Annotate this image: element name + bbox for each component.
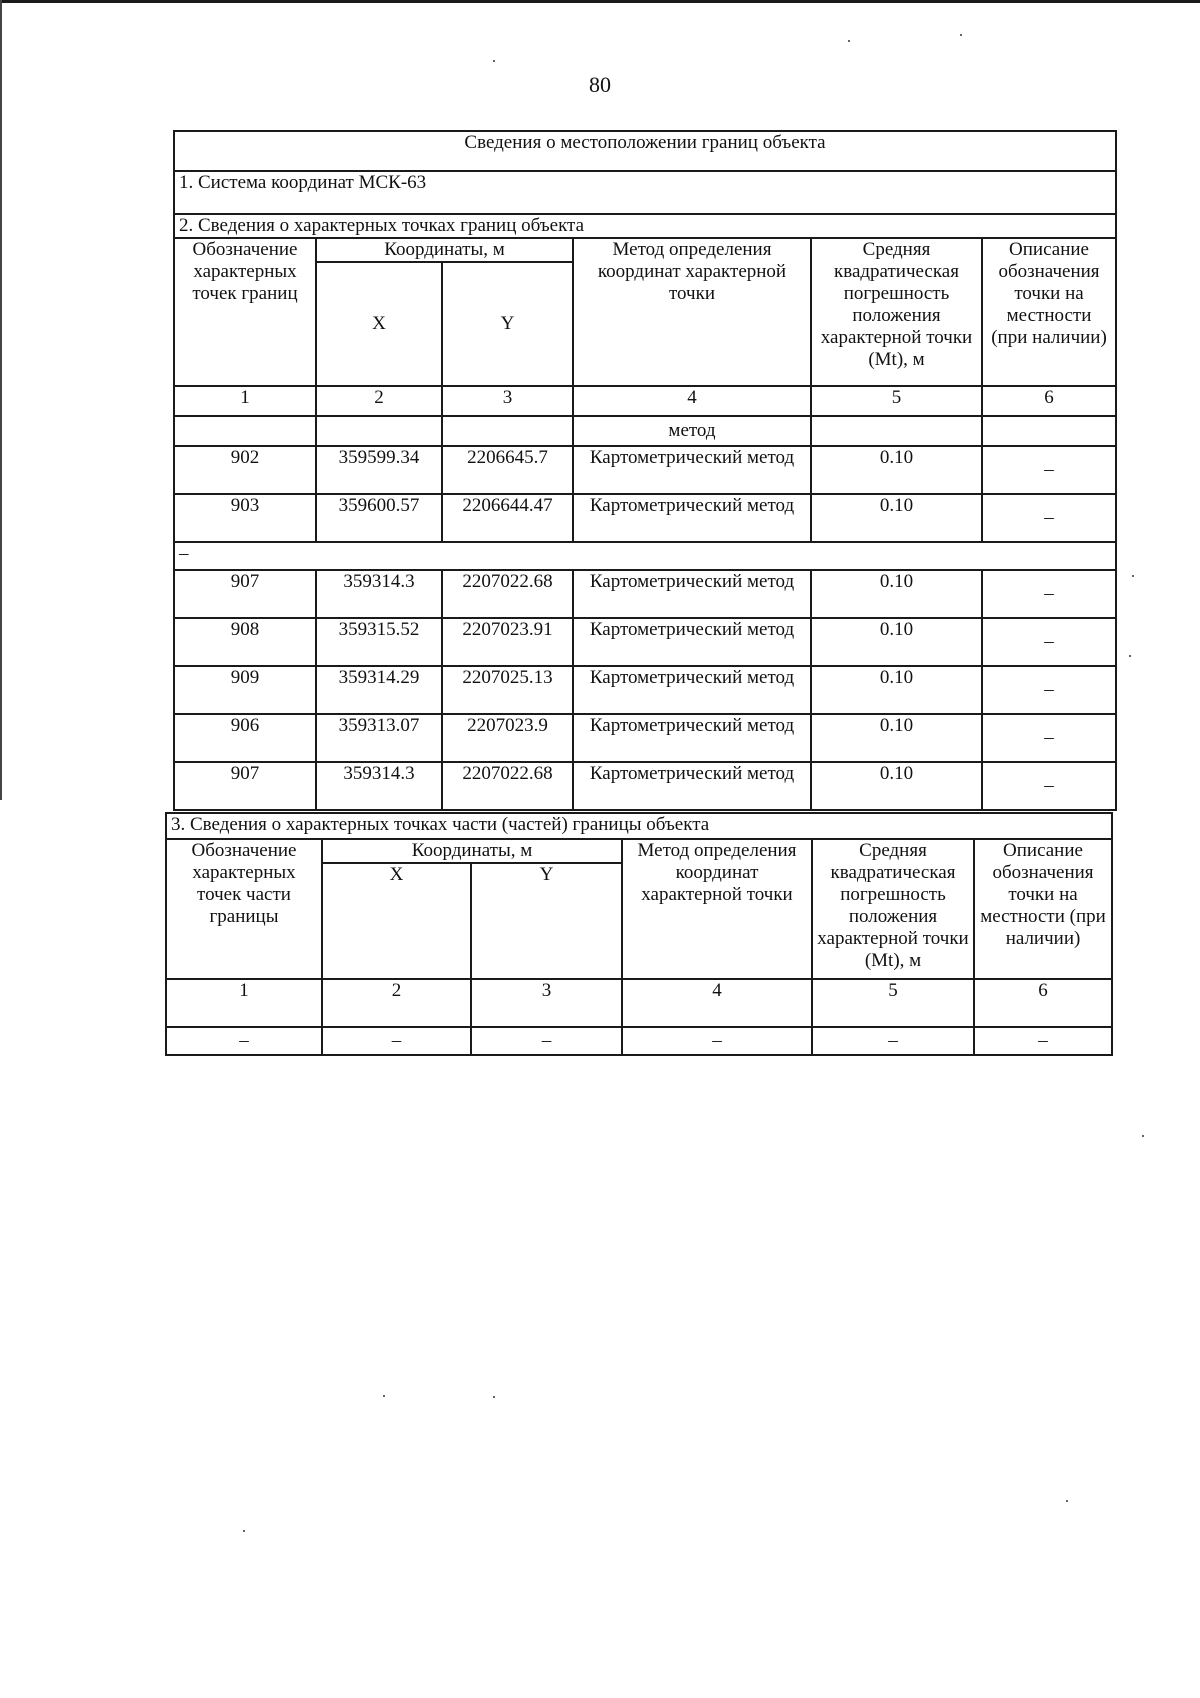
error: 0.10 (811, 446, 982, 494)
coord-y: 2207022.68 (442, 570, 573, 618)
page-number: 80 (589, 72, 611, 97)
empty-cell: – (812, 1027, 974, 1055)
empty-cell: – (974, 1027, 1112, 1055)
col-number: 1 (166, 979, 322, 1027)
header-y: Y (442, 262, 573, 386)
separator-row (174, 542, 1116, 570)
continuation-method: метод (573, 416, 811, 446)
header-method: Метод определения координат характерной точки (622, 839, 812, 979)
error: 0.10 (811, 762, 982, 810)
col-number: 6 (982, 386, 1116, 416)
description: – (982, 618, 1116, 666)
scan-speck (243, 1530, 245, 1532)
method: Картометрический метод (573, 494, 811, 542)
description: – (982, 570, 1116, 618)
coord-y: 2207025.13 (442, 666, 573, 714)
header-point: Обозначение характерных точек границ (174, 238, 316, 386)
empty-cell: – (166, 1027, 322, 1055)
part-boundary-points-table (165, 812, 1113, 1056)
header-description: Описание обозначения точки на местности (при наличии) (982, 238, 1116, 386)
method: Картометрический метод (573, 570, 811, 618)
description: – (982, 714, 1116, 762)
point-id: 908 (174, 618, 316, 666)
scan-speck (1129, 655, 1131, 657)
col-number: 1 (174, 386, 316, 416)
coord-y: 2207023.91 (442, 618, 573, 666)
coord-x: 359315.52 (316, 618, 442, 666)
scan-speck (1132, 575, 1134, 577)
coord-y: 2207022.68 (442, 762, 573, 810)
error: 0.10 (811, 666, 982, 714)
col-number: 3 (471, 979, 622, 1027)
col-number: 4 (573, 386, 811, 416)
error: 0.10 (811, 714, 982, 762)
section3-title: 3. Сведения о характерных точках части (частей) границы объекта (166, 813, 1112, 839)
coord-x: 359314.3 (316, 762, 442, 810)
table-row (174, 666, 1116, 714)
col-number: 2 (316, 386, 442, 416)
scan-speck (848, 40, 850, 42)
point-id: 909 (174, 666, 316, 714)
scan-speck (493, 60, 495, 62)
column-numbers-row (166, 979, 1112, 1027)
coord-y: 2206644.47 (442, 494, 573, 542)
table-title: Сведения о местоположении границ объекта (174, 131, 1116, 171)
header-coords: Координаты, м (316, 238, 573, 262)
scan-speck (493, 1396, 495, 1398)
column-numbers-row (174, 386, 1116, 416)
coord-x: 359313.07 (316, 714, 442, 762)
coordinate-system: 1. Система координат МСК-63 (174, 171, 1116, 214)
method: Картометрический метод (573, 762, 811, 810)
header-error: Средняя квадратическая погрешность положения характерной точки (Mt), м (812, 839, 974, 979)
table-row (174, 570, 1116, 618)
table-row (174, 714, 1116, 762)
table-row (174, 618, 1116, 666)
point-id: 903 (174, 494, 316, 542)
method: Картометрический метод (573, 618, 811, 666)
header-x: X (322, 863, 471, 979)
error: 0.10 (811, 570, 982, 618)
coord-y: 2207023.9 (442, 714, 573, 762)
separator-dash: – (174, 542, 1116, 570)
method: Картометрический метод (573, 714, 811, 762)
scan-speck (1066, 1500, 1068, 1502)
header-description: Описание обозначения точки на местности (при наличии) (974, 839, 1112, 979)
table-row (166, 1027, 1112, 1055)
description: – (982, 494, 1116, 542)
col-number: 6 (974, 979, 1112, 1027)
scan-speck (383, 1395, 385, 1397)
description: – (982, 762, 1116, 810)
error: 0.10 (811, 618, 982, 666)
continuation-row (174, 416, 1116, 446)
point-id: 906 (174, 714, 316, 762)
header-coords: Координаты, м (322, 839, 622, 863)
empty-cell: – (622, 1027, 812, 1055)
method: Картометрический метод (573, 446, 811, 494)
table-row (174, 446, 1116, 494)
table-row (174, 494, 1116, 542)
coord-x: 359600.57 (316, 494, 442, 542)
empty-cell: – (471, 1027, 622, 1055)
description: – (982, 446, 1116, 494)
coord-x: 359314.3 (316, 570, 442, 618)
header-x: X (316, 262, 442, 386)
col-number: 5 (812, 979, 974, 1027)
header-y: Y (471, 863, 622, 979)
page-left-edge (0, 0, 2, 800)
col-number: 2 (322, 979, 471, 1027)
error: 0.10 (811, 494, 982, 542)
col-number: 3 (442, 386, 573, 416)
section2-title: 2. Сведения о характерных точках границ объекта (174, 214, 1116, 238)
coord-x: 359314.29 (316, 666, 442, 714)
scan-speck (960, 34, 962, 36)
col-number: 5 (811, 386, 982, 416)
empty-cell: – (322, 1027, 471, 1055)
table-row (174, 762, 1116, 810)
page-top-edge (0, 0, 1200, 3)
point-id: 907 (174, 762, 316, 810)
header-method: Метод определения координат характерной точки (573, 238, 811, 386)
scan-speck (1142, 1135, 1144, 1137)
boundary-points-table (173, 130, 1117, 811)
header-point: Обозначение характерных точек части границы (166, 839, 322, 979)
header-error: Средняя квадратическая погрешность положения характерной точки (Mt), м (811, 238, 982, 386)
col-number: 4 (622, 979, 812, 1027)
point-id: 902 (174, 446, 316, 494)
description: – (982, 666, 1116, 714)
point-id: 907 (174, 570, 316, 618)
coord-x: 359599.34 (316, 446, 442, 494)
coord-y: 2206645.7 (442, 446, 573, 494)
method: Картометрический метод (573, 666, 811, 714)
